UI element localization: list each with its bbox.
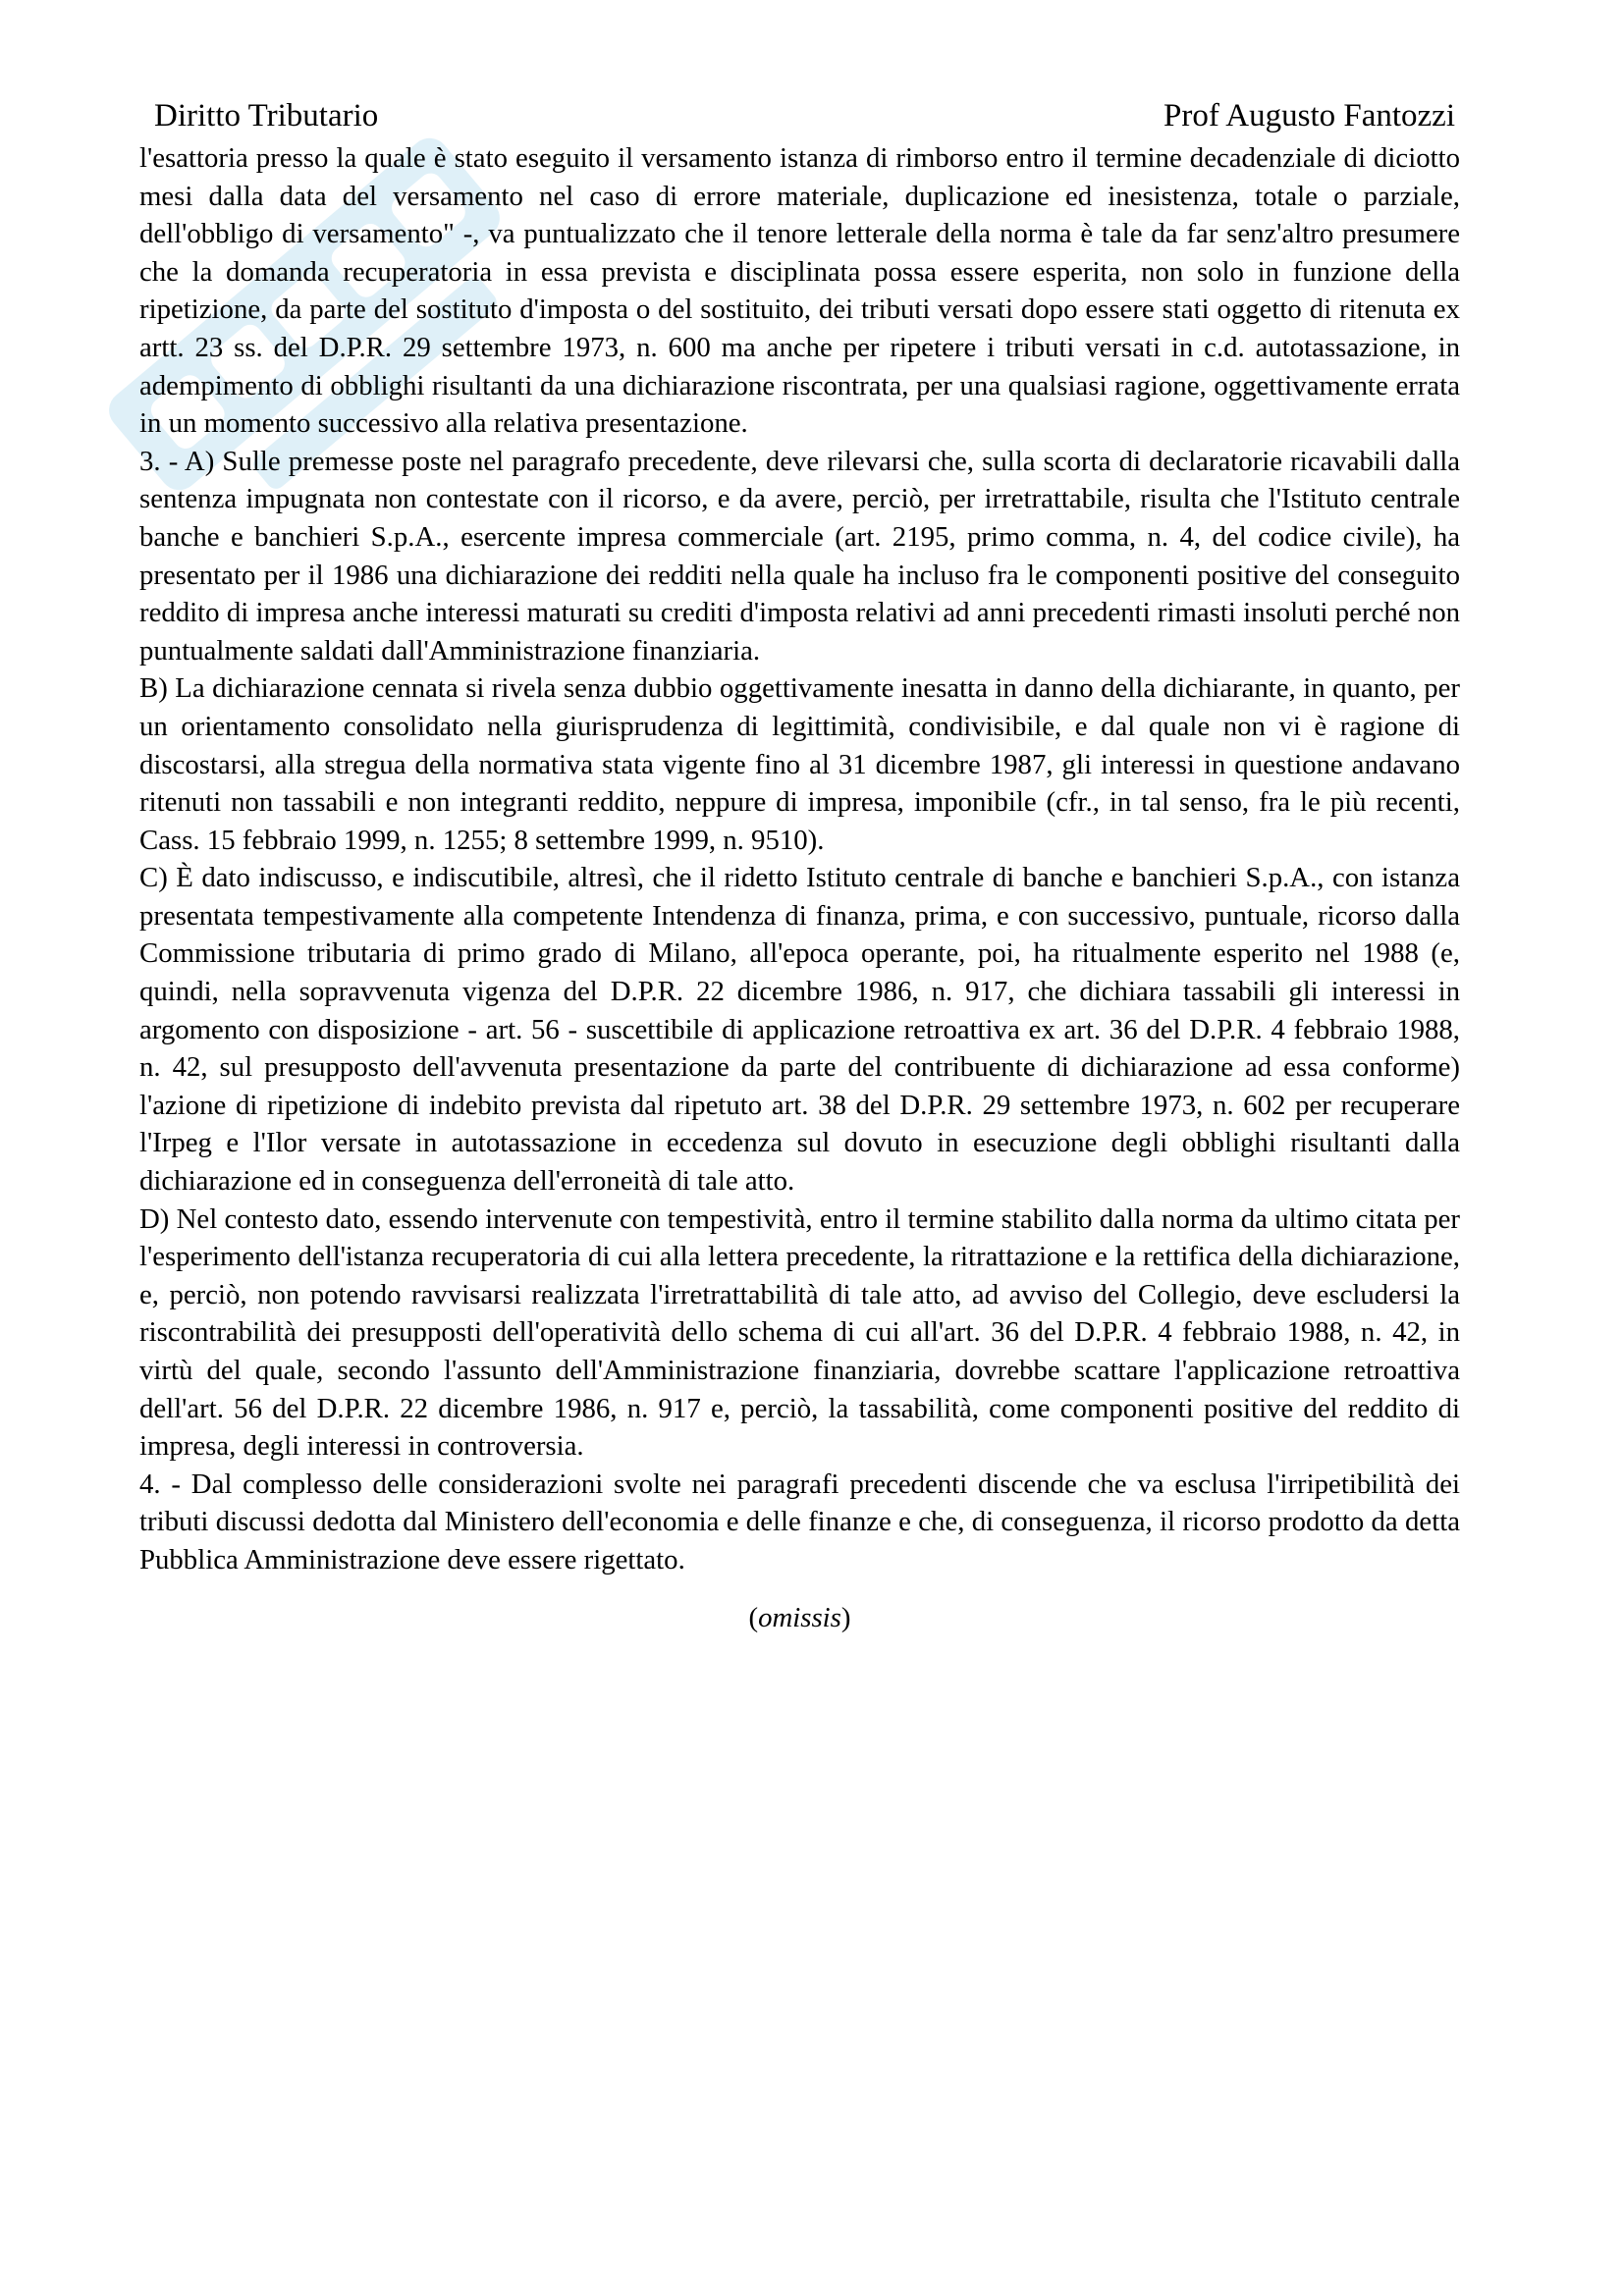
document-body bbox=[139, 139, 1460, 1636]
page-header bbox=[154, 94, 1455, 137]
course-title: Diritto Tributario bbox=[154, 98, 379, 133]
omissis-close-paren: ) bbox=[840, 1601, 851, 1633]
omissis-word: omissis bbox=[758, 1601, 841, 1633]
omissis-open-paren: ( bbox=[748, 1601, 759, 1633]
paragraph-section-4: 4. - Dal complesso delle considerazioni svolte nei paragrafi precedenti discende che va esclusa l'irripetibilità dei tributi discussi dedotta dal Ministero dell'economia e delle finanze e che, di conseguenza, il ricorso prodotto da detta Pubblica Amministrazione deve essere rigettato. bbox=[139, 1468, 1460, 1575]
paragraph-section-3b: B) La dichiarazione cennata si rivela senza dubbio oggettivamente inesatta in danno della dichiarante, in quanto, per un orientamento consolidato nella giurisprudenza di legittimità, condivisibile, e dal quale non vi è ragione di discostarsi, alla stregua della normativa stata vigente fino al 31 dicembre 1987, gli interessi in questione andavano ritenuti non tassabili e non integranti reddito, neppure di impresa, imponibile (cfr., in tal senso, fra le più recenti, Cass. 15 febbraio 1999, n. 1255; 8 settembre 1999, n. 9510). bbox=[139, 672, 1460, 856]
paragraph-section-3a: 3. - A) Sulle premesse poste nel paragrafo precedente, deve rilevarsi che, sulla scorta di declaratorie ricavabili dalla sentenza impugnata non contestate con il ricorso, e da avere, perciò, per irretrattabile, risulta che l'Istituto centrale banche e banchieri S.p.A., esercente impresa commerciale (art. 2195, primo comma, n. 4, del codice civile), ha presentato per il 1986 una dichiarazione dei redditi nella quale ha incluso fra le componenti positive del conseguito reddito di impresa anche interessi maturati su crediti d'imposta relativi ad anni precedenti rimasti insoluti perché non puntualmente saldati dall'Amministrazione finanziaria. bbox=[139, 445, 1460, 667]
paragraph-section-3c: C) È dato indiscusso, e indiscutibile, altresì, che il ridetto Istituto centrale di banche e banchieri S.p.A., con istanza presentata tempestivamente alla competente Intendenza di finanza, prima, e con successivo, puntuale, ricorso dalla Commissione tributaria di primo grado di Milano, all'epoca operante, poi, ha ritualmente esperito nel 1988 (e, quindi, nella sopravvenuta vigenza del D.P.R. 22 dicembre 1986, n. 917, che dichiara tassabili gli interessi in argomento con disposizione - art. 56 - suscettibile di applicazione retroattiva ex art. 36 del D.P.R. 4 febbraio 1988, n. 42, sul presupposto dell'avvenuta presentazione da parte del contribuente di dichiarazione ad essa conforme) l'azione di ripetizione di indebito prevista dal ripetuto art. 38 del D.P.R. 29 settembre 1973, n. 602 per recuperare l'Irpeg e l'Ilor versate in autotassazione in eccedenza sul dovuto in esecuzione degli obblighi risultanti dalla dichiarazione ed in conseguenza dell'erroneità di tale atto. bbox=[139, 862, 1460, 1198]
paragraph-continuation: l'esattoria presso la quale è stato eseguito il versamento istanza di rimborso entro il termine decadenziale di diciotto mesi dalla data del versamento nel caso di errore materiale, duplicazione ed inesistenza, totale o parziale, dell'obbligo di versamento" -, va puntualizzato che il tenore letterale della norma è tale da far senz'altro presumere che la domanda recuperatoria in essa prevista e disciplinata possa essere esperita, non solo in funzione della ripetizione, da parte del sostituto d'imposta o del sostituito, dei tributi versati dopo essere stati oggetto di ritenuta ex artt. 23 ss. del D.P.R. 29 settembre 1973, n. 600 ma anche per ripetere i tributi versati in c.d. autotassazione, in adempimento di obblighi risultanti da una dichiarazione riscontrata, per una qualsiasi ragione, oggettivamente errata in un momento successivo alla relativa presentazione. bbox=[139, 142, 1460, 440]
paragraph-section-3d: D) Nel contesto dato, essendo intervenute con tempestività, entro il termine stabilito dalla norma da ultimo citata per l'esperimento dell'istanza recuperatoria di cui alla lettera precedente, la ritrattazione e la rettifica della dichiarazione, e, perciò, non potendo ravvisarsi realizzata l'irretrattabilità di tale atto, ad avviso del Collegio, deve escludersi la riscontrabilità dei presupposti dell'operatività dello schema di cui all'art. 36 del D.P.R. 4 febbraio 1988, n. 42, in virtù del quale, secondo l'assunto dell'Amministrazione finanziaria, dovrebbe scattare l'applicazione retroattiva dell'art. 56 del D.P.R. 22 dicembre 1986, n. 917 e, perciò, la tassabilità, come componenti positive del reddito di impresa, degli interessi in controversia. bbox=[139, 1202, 1460, 1463]
omissis-note bbox=[139, 1599, 1460, 1637]
professor-name: Prof Augusto Fantozzi bbox=[1163, 98, 1455, 133]
